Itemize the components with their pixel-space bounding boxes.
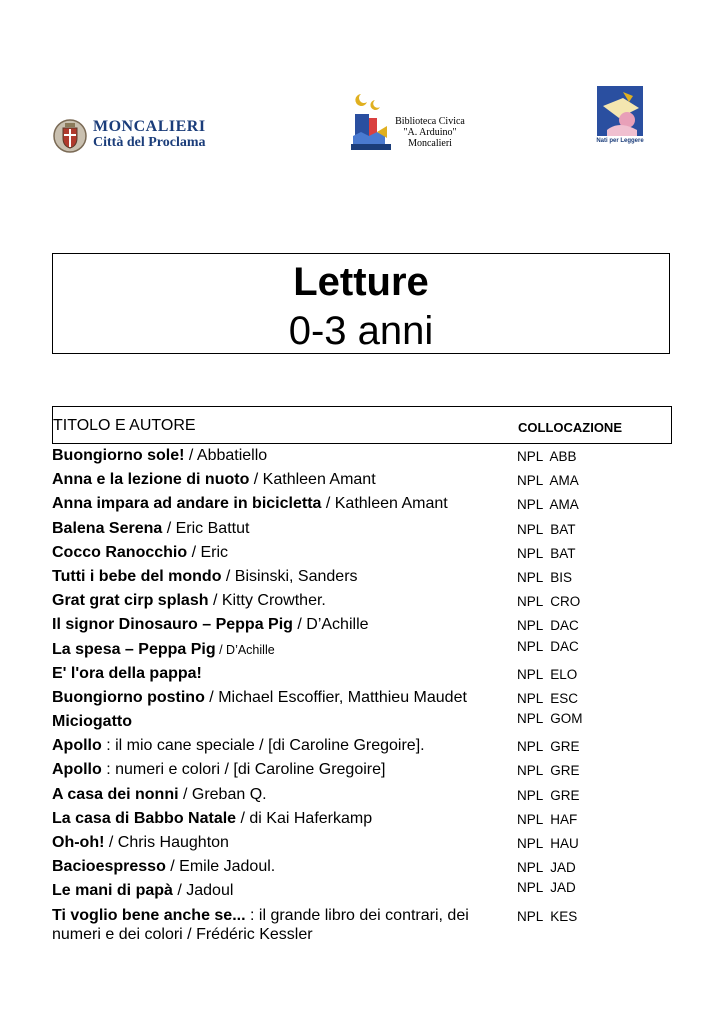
book-title: Anna e la lezione di nuoto xyxy=(52,471,250,489)
book-collocazione: NPL CRO xyxy=(517,594,581,610)
library-books-icon xyxy=(347,88,393,152)
book-author: / Jadoul xyxy=(172,882,234,900)
book-entry xyxy=(52,543,507,562)
book-author: / Kathleen Amant xyxy=(321,495,448,513)
book-title: Balena Serena xyxy=(52,519,163,537)
book-collocazione: NPL ELO xyxy=(517,666,578,682)
book-title: Miciogatto xyxy=(52,713,132,731)
book-author: / D’Achille xyxy=(215,642,275,657)
city-crest-icon xyxy=(52,118,88,154)
table-row xyxy=(52,664,672,688)
book-title: Il signor Dinosauro – Peppa Pig xyxy=(52,616,293,634)
book-title: Apollo xyxy=(52,761,102,779)
book-title: Tutti i bebe del mondo xyxy=(52,567,222,585)
book-author: / Kitty Crowther. xyxy=(208,592,326,610)
book-collocazione: NPL KES xyxy=(517,908,578,924)
book-entry xyxy=(52,615,507,634)
book-title: Cocco Ranocchio xyxy=(52,543,188,561)
book-entry xyxy=(52,591,507,610)
title-box xyxy=(52,253,670,354)
book-author: / Eric xyxy=(187,543,229,561)
book-collocazione: NPL JAD xyxy=(517,860,576,876)
book-collocazione: NPL DAC xyxy=(517,618,579,634)
table-row xyxy=(52,543,672,567)
book-entry xyxy=(52,446,507,465)
book-title: Buongiorno postino xyxy=(52,688,205,706)
book-title: Oh-oh! xyxy=(52,834,105,851)
book-author: / Kathleen Amant xyxy=(249,471,376,489)
table-row xyxy=(52,591,672,615)
book-entry xyxy=(52,881,507,900)
book-title: E' l'ora della pappa! xyxy=(52,664,202,682)
table-row xyxy=(52,785,672,809)
biblioteca-line-3: Moncalieri xyxy=(408,138,452,149)
table-row xyxy=(52,833,672,857)
table-row xyxy=(52,760,672,784)
book-entry xyxy=(52,519,507,538)
book-title: Anna impara ad andare in bicicletta xyxy=(52,495,322,513)
book-author: / D’Achille xyxy=(292,616,369,634)
nati-per-leggere-text: Nati per Leggere xyxy=(596,138,644,144)
book-entry xyxy=(52,857,507,876)
table-row xyxy=(52,567,672,591)
book-list xyxy=(52,446,672,954)
book-author: / Bisinski, Sanders xyxy=(221,567,358,585)
book-collocazione: NPL AMA xyxy=(517,497,579,513)
nati-per-leggere-logo xyxy=(594,86,646,154)
book-author: : il mio cane speciale / [di Caroline Gregoire]. xyxy=(101,737,425,755)
book-author: / Eric Battut xyxy=(162,519,250,537)
biblioteca-line-1: Biblioteca Civica xyxy=(395,116,465,127)
book-author: / di Kai Haferkamp xyxy=(236,809,373,827)
book-collocazione: NPL BAT xyxy=(517,521,576,537)
table-row xyxy=(52,446,672,470)
book-entry xyxy=(52,640,507,660)
book-author: / Emile Jadoul. xyxy=(165,858,276,876)
header-titolo-autore: TITOLO E AUTORE xyxy=(53,417,196,434)
table-row xyxy=(52,857,672,881)
table-row xyxy=(52,494,672,518)
table-row xyxy=(52,881,672,905)
book-title: A casa dei nonni xyxy=(52,785,179,803)
nati-per-leggere-icon xyxy=(597,86,643,136)
biblioteca-logo-text xyxy=(389,116,471,149)
book-collocazione: NPL ESC xyxy=(517,690,579,706)
table-row xyxy=(52,809,672,833)
book-title: La casa di Babbo Natale xyxy=(52,809,237,827)
book-entry xyxy=(52,470,507,489)
book-title: Apollo xyxy=(52,737,102,755)
book-entry xyxy=(52,785,507,804)
book-author: / Chris Haughton xyxy=(104,834,229,851)
table-row xyxy=(52,615,672,639)
book-entry xyxy=(52,906,507,944)
book-title: Le mani di papà xyxy=(52,882,173,900)
book-title: La spesa – Peppa Pig xyxy=(52,640,216,658)
book-entry xyxy=(52,712,507,731)
page-title: Letture xyxy=(293,260,429,304)
table-row xyxy=(52,736,672,760)
book-entry xyxy=(52,664,507,683)
table-row xyxy=(52,688,672,712)
header-collocazione: COLLOCAZIONE xyxy=(518,420,622,435)
moncalieri-logo-subtitle: Città del Proclama xyxy=(93,135,206,150)
book-collocazione: NPL DAC xyxy=(517,638,579,654)
book-author: : numeri e colori / [di Caroline Gregoire] xyxy=(101,761,386,779)
book-collocazione: NPL GRE xyxy=(517,739,580,755)
book-title: Buongiorno sole! xyxy=(52,447,185,464)
moncalieri-logo xyxy=(52,116,212,156)
book-entry xyxy=(52,736,507,755)
book-title: Ti voglio bene anche se... xyxy=(52,906,246,924)
book-collocazione: NPL HAF xyxy=(517,811,578,827)
book-collocazione: NPL AMA xyxy=(517,473,579,489)
book-collocazione: NPL BIS xyxy=(517,569,573,585)
book-entry xyxy=(52,809,507,828)
book-entry xyxy=(52,760,507,779)
book-collocazione: NPL JAD xyxy=(517,880,576,896)
book-collocazione: NPL GOM xyxy=(517,711,583,727)
book-title: Grat grat cirp splash xyxy=(52,592,209,610)
book-collocazione: NPL HAU xyxy=(517,836,579,851)
book-entry xyxy=(52,567,507,586)
book-collocazione: NPL GRE xyxy=(517,787,580,803)
book-entry xyxy=(52,494,507,513)
table-row xyxy=(52,640,672,664)
book-author: / Greban Q. xyxy=(178,785,267,803)
book-collocazione: NPL ABB xyxy=(517,449,577,464)
book-collocazione: NPL GRE xyxy=(517,763,580,779)
biblioteca-line-2: "A. Arduino" xyxy=(403,127,457,138)
book-entry xyxy=(52,688,507,707)
page-subtitle: 0-3 anni xyxy=(288,309,434,353)
book-title: Bacioespresso xyxy=(52,858,166,876)
table-row xyxy=(52,712,672,736)
book-author: : il grande libro dei contrari, dei numeri e dei colori / Frédéric Kessler xyxy=(52,906,469,943)
moncalieri-logo-name: MONCALIERI xyxy=(93,118,206,135)
book-author: / Abbatiello xyxy=(184,447,268,464)
table-row xyxy=(52,470,672,494)
book-author: / Michael Escoffier, Matthieu Maudet xyxy=(204,688,467,706)
book-entry xyxy=(52,833,507,852)
biblioteca-logo xyxy=(347,88,475,154)
book-collocazione: NPL BAT xyxy=(517,545,576,561)
table-row xyxy=(52,519,672,543)
table-header xyxy=(52,406,672,444)
table-row xyxy=(52,906,672,954)
